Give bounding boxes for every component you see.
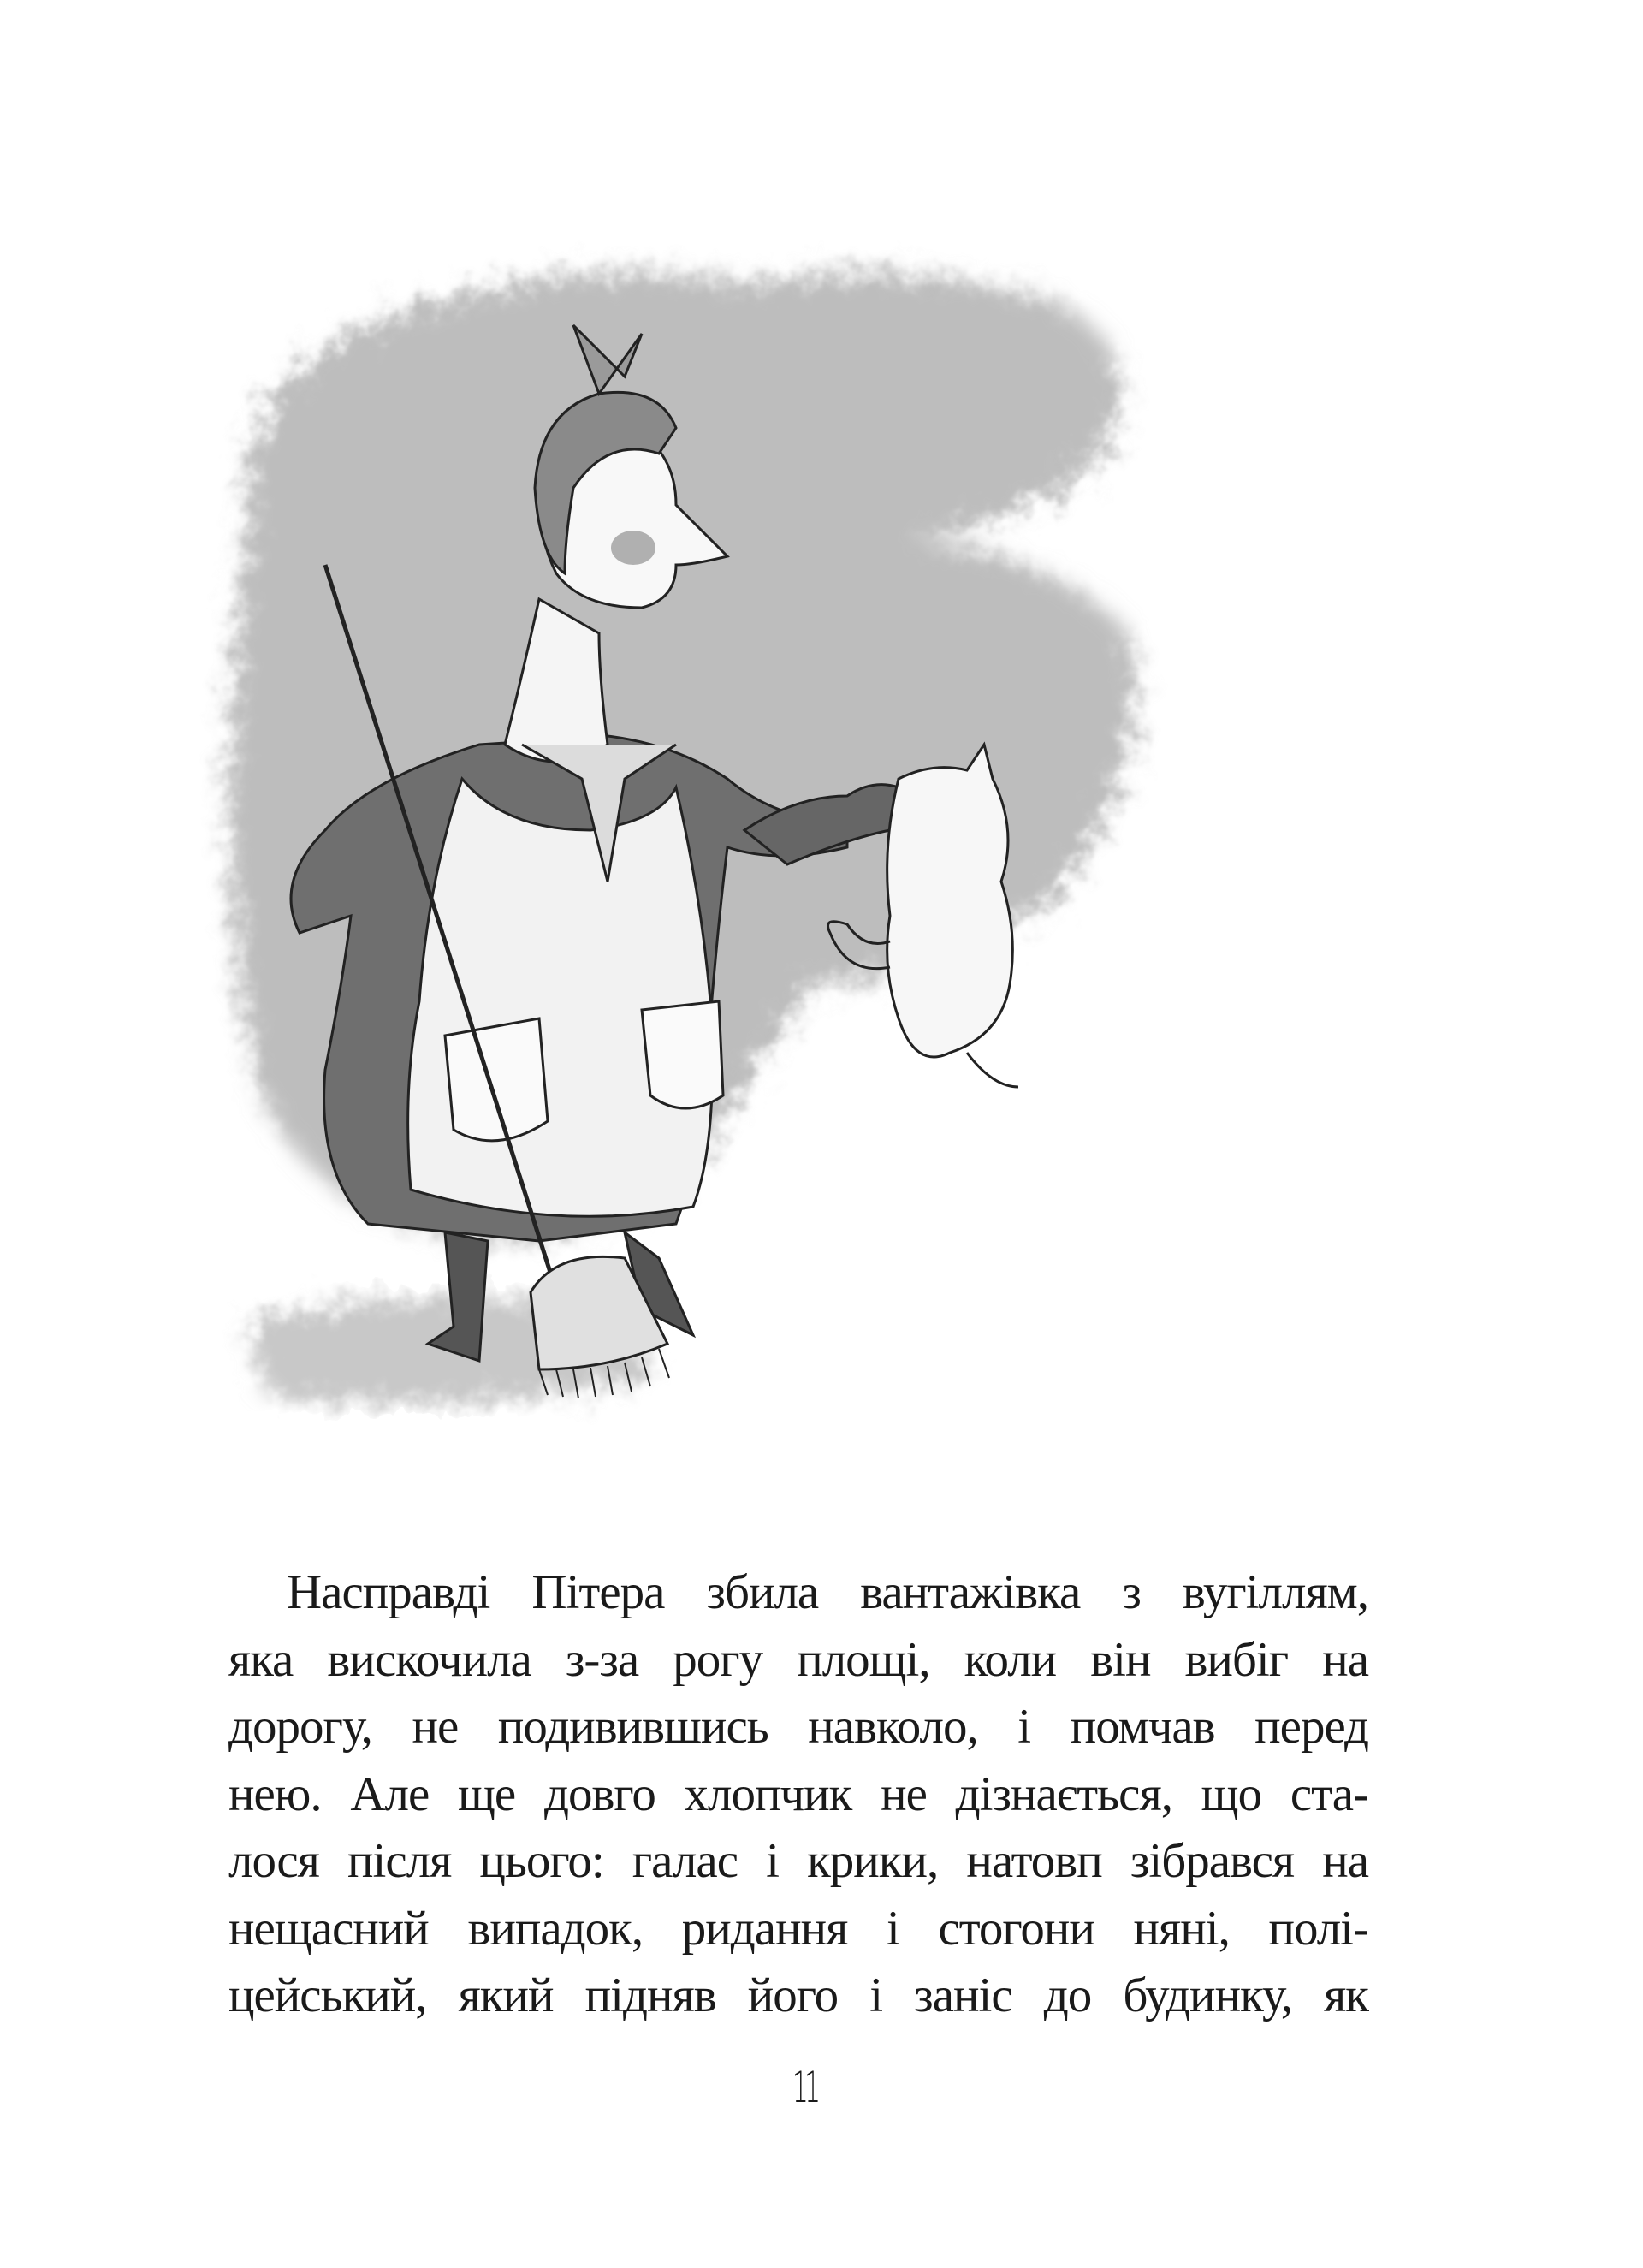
text-line: дорогу, не подивившись навколо, і помчав перед	[228, 1700, 1368, 1754]
text-line: нею. Але ще довго хлопчик не дізнається, що ста-	[228, 1766, 1368, 1821]
text-line: нещасний випадок, ридання і стогони няні, полі-	[228, 1901, 1368, 1956]
text-line: яка вискочила з-за рогу площі, коли він вибіг на	[228, 1632, 1368, 1687]
text-line: лося після цього: галас і крики, натовп зібрався на	[228, 1834, 1368, 1888]
page-number: 11	[792, 2063, 817, 2112]
illustration-woman-with-broom-and-cat	[197, 231, 1189, 1429]
text-line: Насправді Пітера збила вантажівка з вугіллям,	[287, 1565, 1368, 1619]
text-line: цейський, який підняв його і заніс до будинку, як	[228, 1968, 1368, 2022]
body-text	[228, 1559, 1368, 2030]
